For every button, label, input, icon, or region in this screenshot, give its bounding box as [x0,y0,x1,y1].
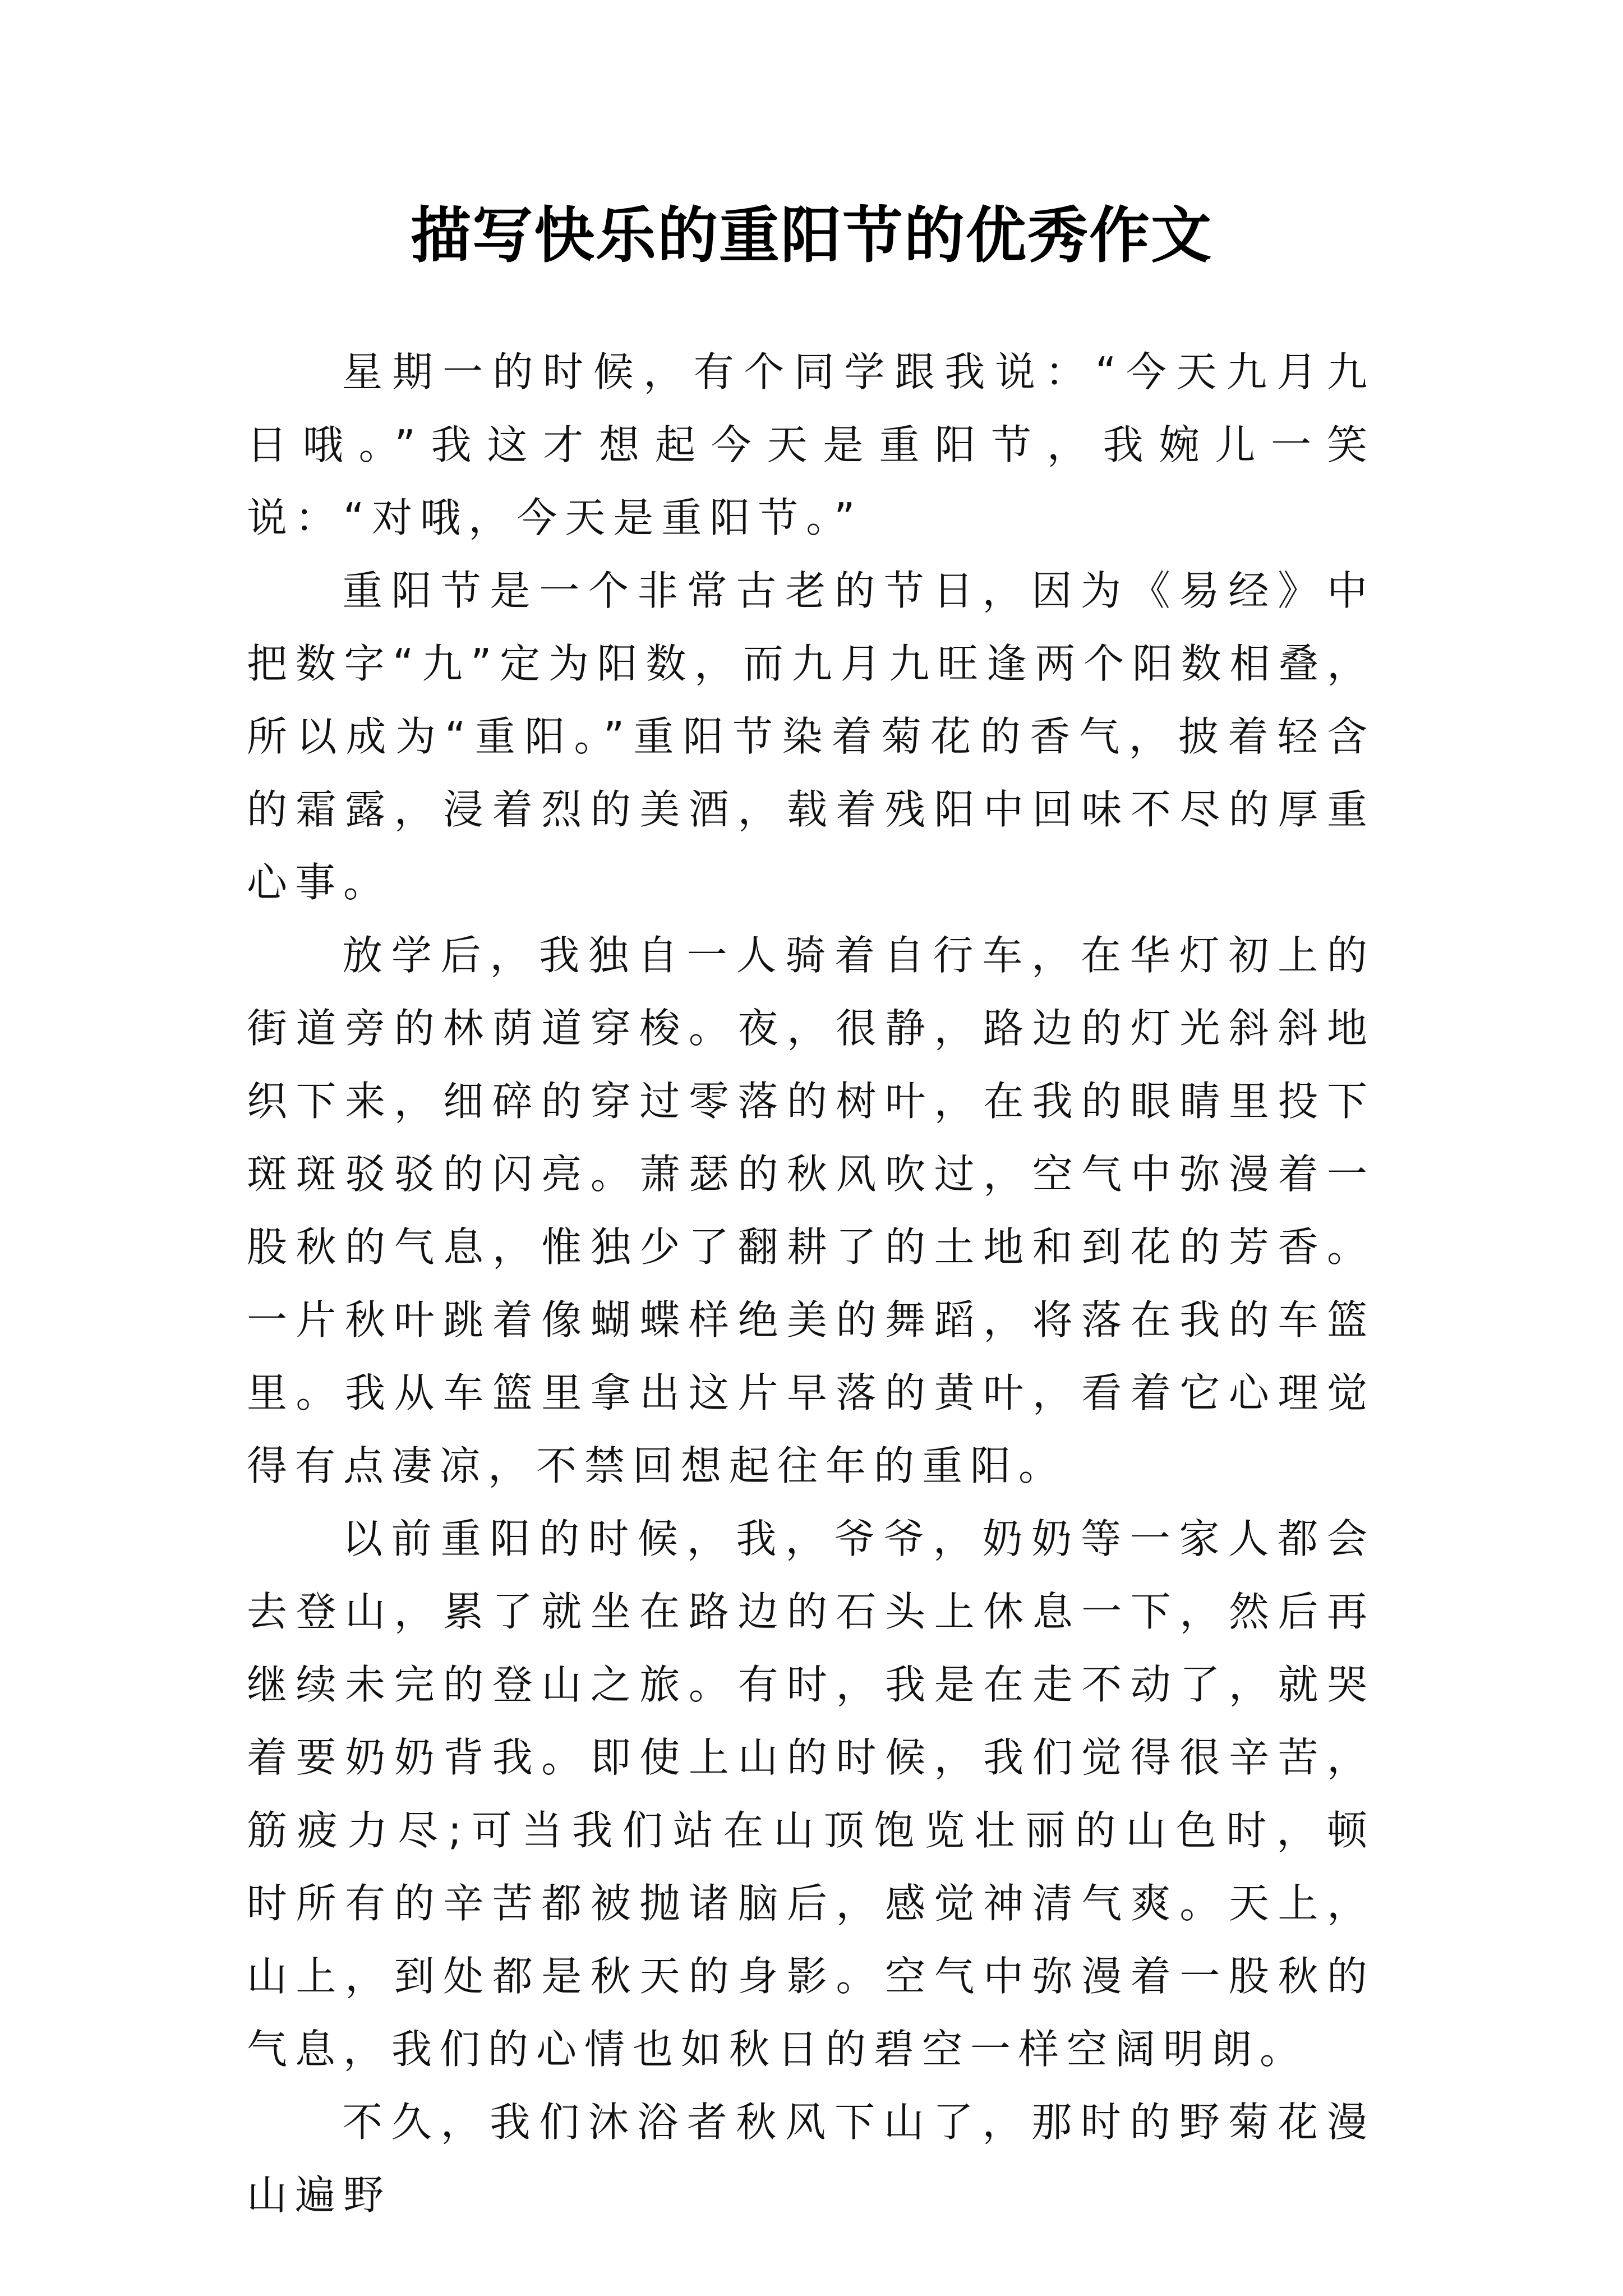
paragraph: 星期一的时候，有个同学跟我说：“今天九月九日哦。”我这才想起今天是重阳节，我婉儿一笑说：“对哦，今天是重阳节。” [247,348,1375,541]
paragraph: 以前重阳的时候，我，爷爷，奶奶等一家人都会去登山，累了就坐在路边的石头上休息一下，然后再继续未完的登山之旅。有时，我是在走不动了，就哭着要奶奶背我。即使上山的时候，我们觉得很辛苦，筋疲力尽;可当我们站在山顶饱览壮丽的山色时，顿时所有的辛苦都被抛诸脑后，感觉神清气爽。天上，山上，到处都是秋天的身影。空气中弥漫着一股秋的气息，我们的心情也如秋日的碧空一样空阔明朗。 [247,1515,1375,2073]
paragraph: 重阳节是一个非常古老的节日，因为《易经》中把数字“九”定为阳数，而九月九旺逢两个阳数相叠，所以成为“重阳。”重阳节染着菊花的香气，披着轻含的霜露，浸着烈的美酒，载着残阳中回味不尽的厚重心事。 [247,567,1375,906]
document-body [247,335,1375,2231]
paragraph: 放学后，我独自一人骑着自行车，在华灯初上的街道旁的林荫道穿梭。夜，很静，路边的灯光斜斜地织下来，细碎的穿过零落的树叶，在我的眼睛里投下斑斑驳驳的闪亮。萧瑟的秋风吹过，空气中弥漫着一股秋的气息，惟独少了翻耕了的土地和到花的芳香。一片秋叶跳着像蝴蝶样绝美的舞蹈，将落在我的车篮里。我从车篮里拿出这片早落的黄叶，看着它心理觉得有点凄凉，不禁回想起往年的重阳。 [247,932,1375,1489]
paragraph: 不久，我们沐浴者秋风下山了，那时的野菊花漫山遍野 [247,2099,1375,2219]
document-title: 描写快乐的重阳节的优秀作文 [410,200,1212,271]
